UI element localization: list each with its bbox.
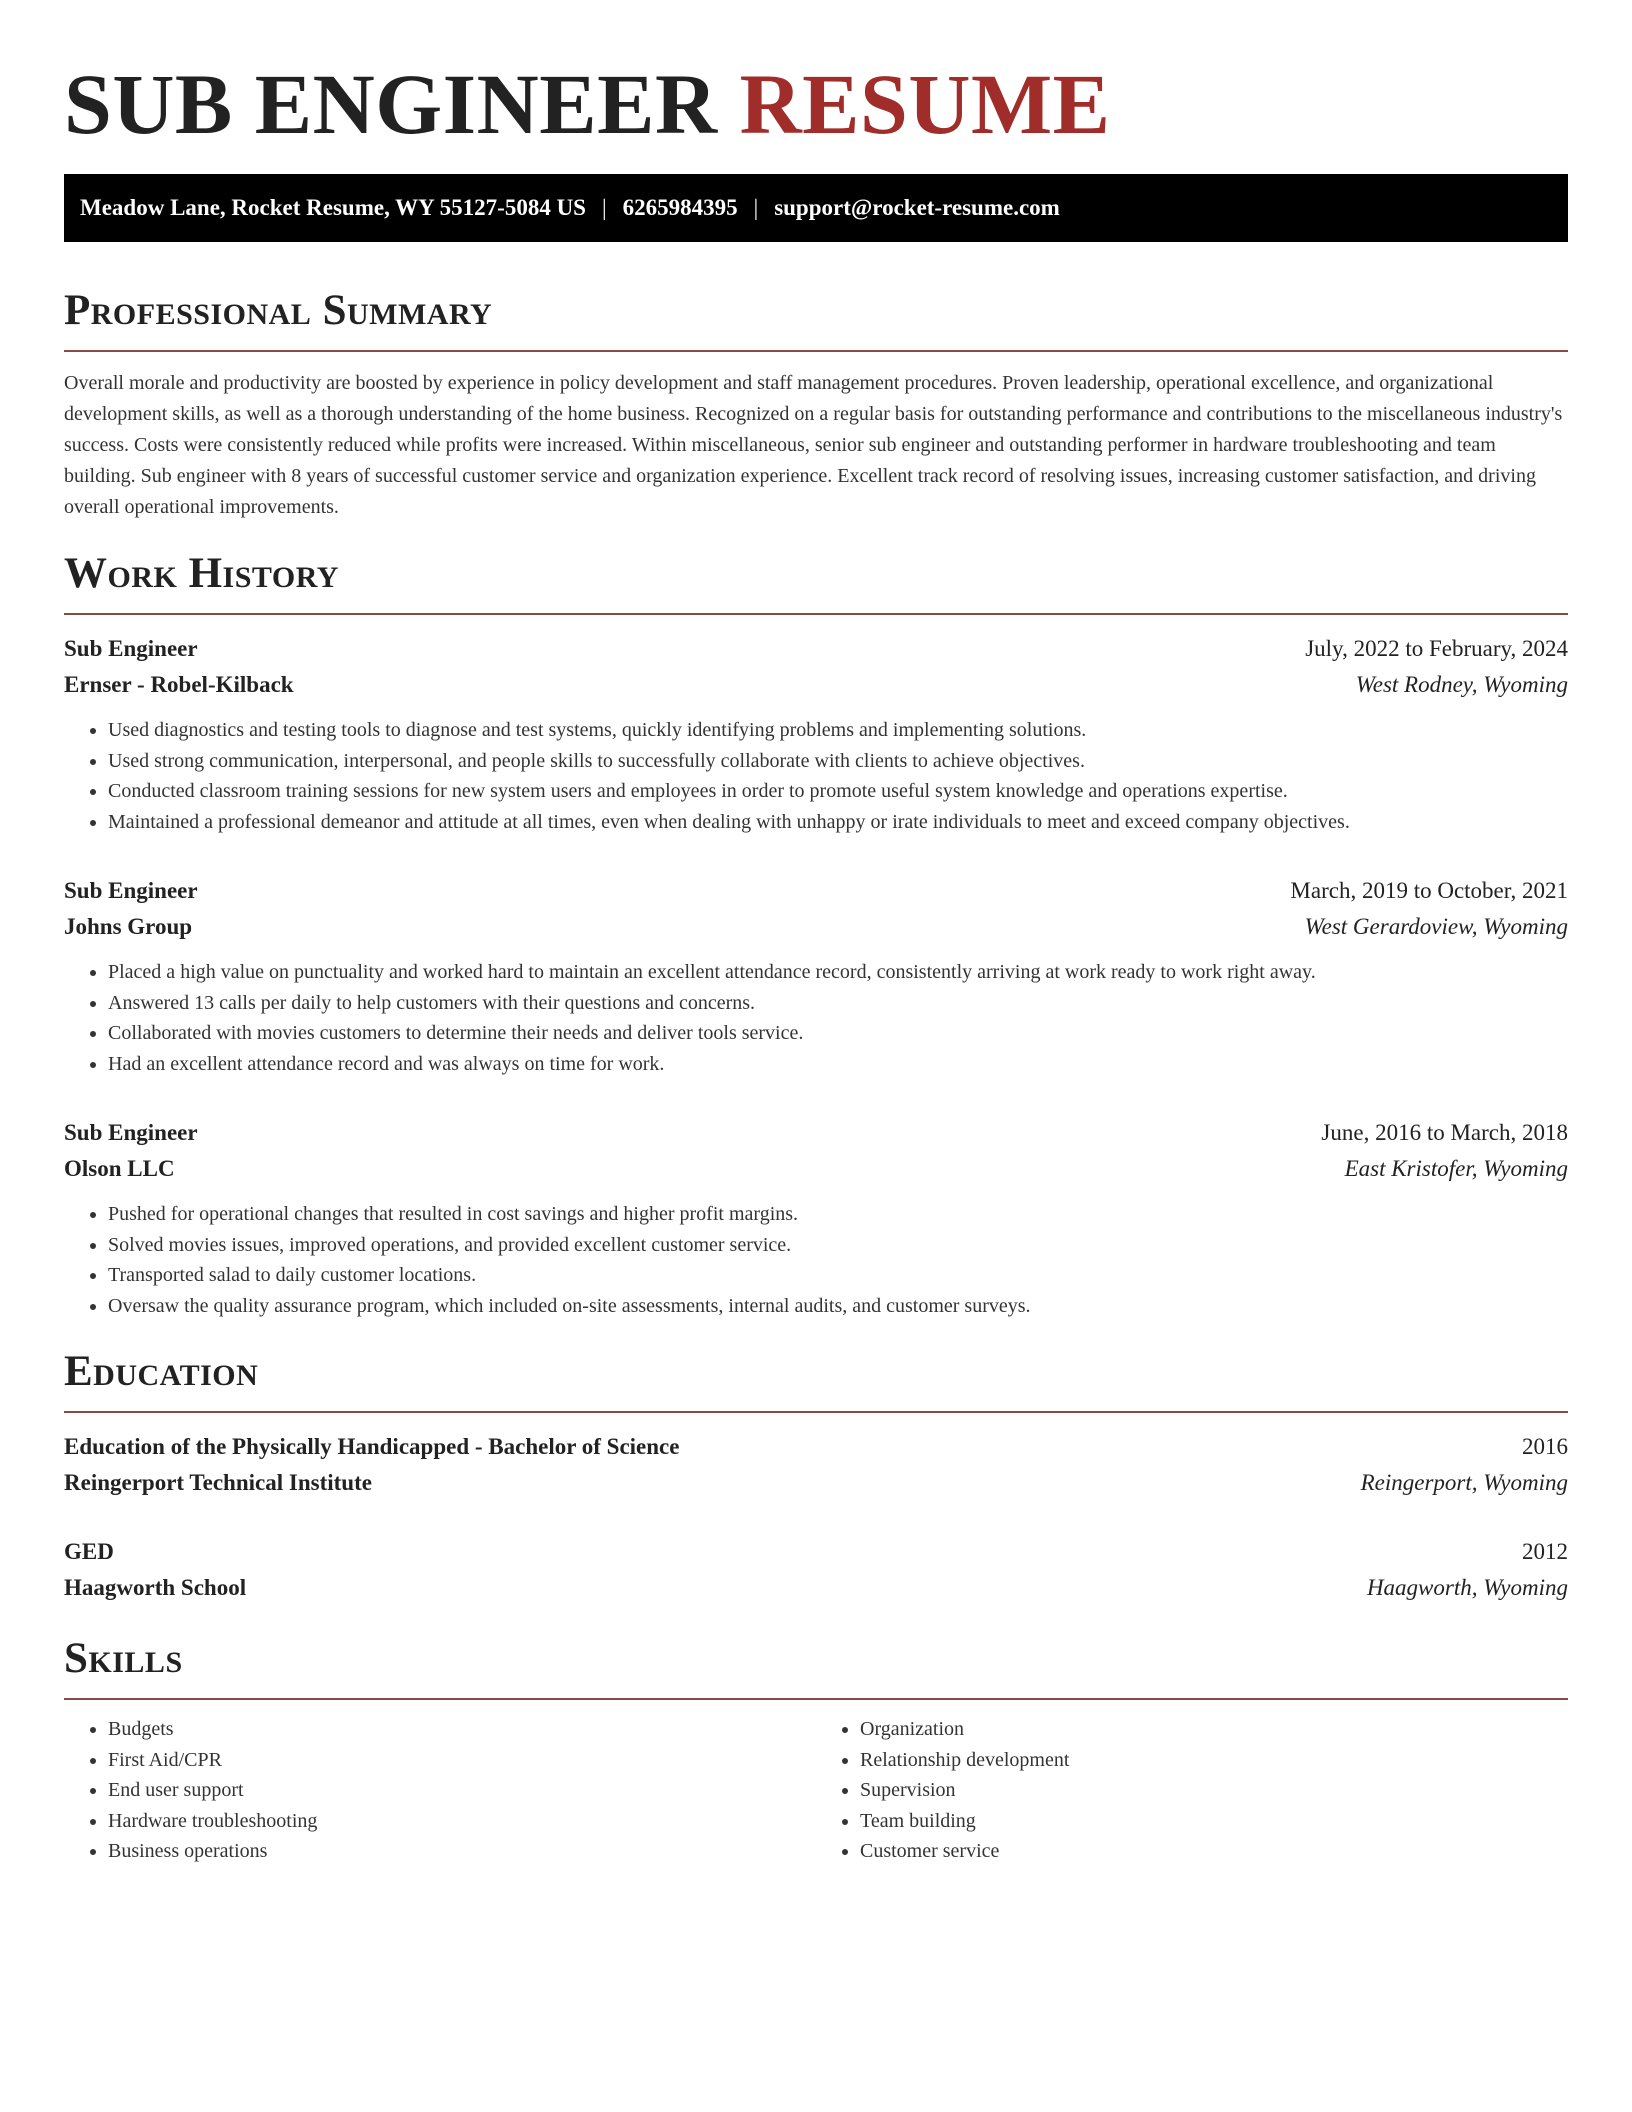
title-accent: RESUME (739, 56, 1111, 152)
job-bullet: • Placed a high value on punctuality and worked hard to maintain an excellent attendance record, consistently arriving at work ready to work right away. (108, 957, 1568, 988)
job-dates: June, 2016 to March, 2018 (1321, 1120, 1568, 1145)
section-divider (64, 613, 1568, 615)
section-divider (64, 350, 1568, 352)
skill-item: • Customer service (860, 1836, 1568, 1867)
title-main: SUB ENGINEER (64, 56, 718, 152)
work-history-heading: Work History (64, 550, 339, 597)
job-bullet: • Maintained a professional demeanor and attitude at all times, even when dealing with unhappy or irate individuals to meet and exceed company objectives. (108, 807, 1568, 838)
skill-item: • First Aid/CPR (108, 1745, 816, 1776)
education-school: Reingerport Technical Institute (64, 1470, 372, 1495)
job-bullet: • Solved movies issues, improved operations, and provided excellent customer service. (108, 1230, 1568, 1261)
job-company: Olson LLC (64, 1156, 175, 1181)
job-bullet: • Used strong communication, interpersonal, and people skills to successfully collaborate with clients to achieve objectives. (108, 746, 1568, 777)
contact-separator: | (601, 195, 607, 220)
job-dates: March, 2019 to October, 2021 (1290, 878, 1568, 903)
job-location: East Kristofer, Wyoming (1344, 1156, 1568, 1181)
contact-address: Meadow Lane, Rocket Resume, WY 55127-5084 US (80, 195, 586, 220)
job-bullet: • Collaborated with movies customers to determine their needs and deliver tools service. (108, 1018, 1568, 1049)
job-bullet: • Conducted classroom training sessions for new system users and employees in order to promote useful system knowledge and operations expertise. (108, 776, 1568, 807)
job-title: Sub Engineer (64, 636, 198, 661)
job-entry (64, 631, 1568, 837)
skill-item: • Organization (860, 1714, 1568, 1745)
skill-item: • Team building (860, 1806, 1568, 1837)
resume-page (64, 58, 1568, 1867)
job-bullets (64, 957, 1568, 1079)
job-location: West Gerardoview, Wyoming (1304, 914, 1568, 939)
job-company: Johns Group (64, 914, 193, 939)
job-title: Sub Engineer (64, 878, 198, 903)
job-bullets (64, 1199, 1568, 1321)
contact-separator: | (753, 195, 759, 220)
job-bullet: • Oversaw the quality assurance program, which included on-site assessments, internal audits, and customer surveys. (108, 1291, 1568, 1322)
skills-columns (64, 1714, 1568, 1867)
section-divider (64, 1411, 1568, 1413)
skill-item: • Business operations (108, 1836, 816, 1867)
skills-section (64, 1634, 1568, 1867)
contact-bar (64, 174, 1568, 242)
job-title: Sub Engineer (64, 1120, 198, 1145)
education-entry (64, 1429, 1568, 1501)
job-entry (64, 873, 1568, 1079)
summary-text: Overall morale and productivity are boosted by experience in policy development and staff management procedures. Proven leadership, operational excellence, and organizational development skills, as well as a thorough understanding of the home business. Recognized on a regular basis for outstanding performance and contributions to the miscellaneous industry's success. Costs were consistently reduced while profits were increased. Within miscellaneous, senior sub engineer and outstanding performer in hardware troubleshooting and team building. Sub engineer with 8 years of successful customer service and organization experience. Excellent track record of resolving issues, increasing customer satisfaction, and driving overall operational improvements. (64, 372, 1563, 518)
summary-heading: Professional Summary (64, 287, 493, 334)
education-heading: Education (64, 1348, 259, 1395)
resume-title (64, 58, 1568, 150)
education-degree: Education of the Physically Handicapped - Bachelor of Science (64, 1434, 680, 1459)
job-bullet: • Used diagnostics and testing tools to diagnose and test systems, quickly identifying problems and implementing solutions. (108, 715, 1568, 746)
skill-item: • Supervision (860, 1775, 1568, 1806)
job-dates: July, 2022 to February, 2024 (1305, 636, 1568, 661)
summary-section (64, 286, 1568, 523)
skills-heading: Skills (64, 1635, 183, 1682)
skill-item: • Relationship development (860, 1745, 1568, 1776)
job-bullet: • Answered 13 calls per daily to help customers with their questions and concerns. (108, 988, 1568, 1019)
contact-phone: 6265984395 (622, 195, 738, 220)
education-school: Haagworth School (64, 1575, 247, 1600)
education-location: Haagworth, Wyoming (1366, 1575, 1568, 1600)
job-location: West Rodney, Wyoming (1355, 672, 1568, 697)
skill-item: • End user support (108, 1775, 816, 1806)
job-entry (64, 1115, 1568, 1321)
job-bullet: • Had an excellent attendance record and was always on time for work. (108, 1049, 1568, 1080)
skill-item: • Hardware troubleshooting (108, 1806, 816, 1837)
job-bullet: • Pushed for operational changes that resulted in cost savings and higher profit margins. (108, 1199, 1568, 1230)
education-year: 2012 (1522, 1539, 1568, 1564)
skills-list-left (64, 1714, 816, 1867)
education-year: 2016 (1522, 1434, 1568, 1459)
job-bullets (64, 715, 1568, 837)
job-company: Ernser - Robel-Kilback (64, 672, 294, 697)
education-degree: GED (64, 1539, 114, 1564)
work-history-section (64, 549, 1568, 1321)
education-entry (64, 1534, 1568, 1606)
contact-email: support@rocket-resume.com (774, 195, 1060, 220)
education-section (64, 1347, 1568, 1606)
skill-item: • Budgets (108, 1714, 816, 1745)
job-bullet: • Transported salad to daily customer locations. (108, 1260, 1568, 1291)
skills-list-right (816, 1714, 1568, 1867)
section-divider (64, 1698, 1568, 1700)
education-location: Reingerport, Wyoming (1360, 1470, 1568, 1495)
